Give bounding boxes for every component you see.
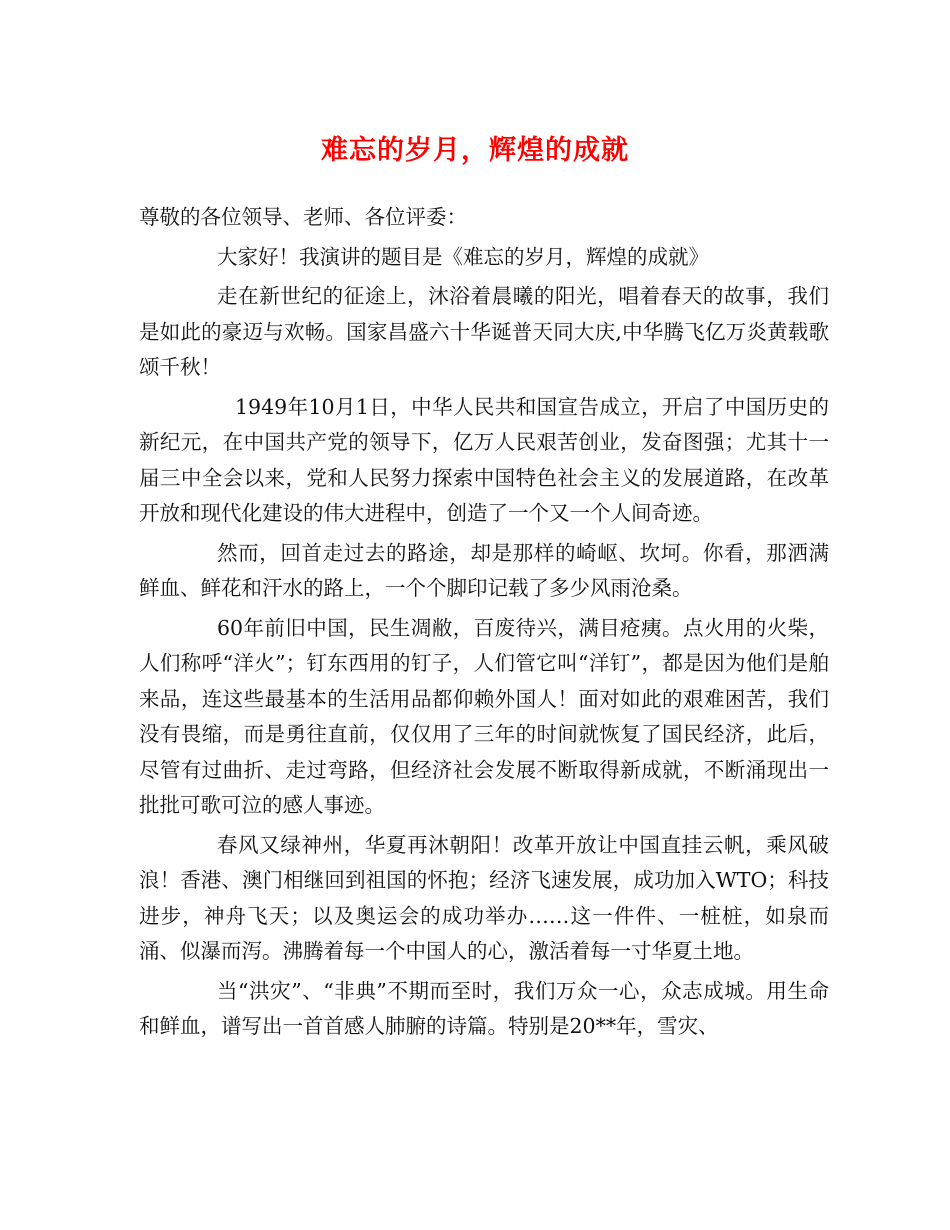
- paragraph-founding: 1949年10月1日，中华人民共和国宣告成立，开启了中国历史的新纪元，在中国共产党的领导下，亿万人民艰苦创业，发奋图强；尤其十一届三中全会以来，党和人民努力探索中国特色社会主义的发展道路，在改革开放和现代化建设的伟大进程中，创造了一个又一个人间奇迹。: [139, 394, 829, 525]
- document-body: [139, 200, 829, 1049]
- paragraph-disasters: 当“洪灾”、“非典”不期而至时，我们万众一心，众志成城。用生命和鲜血，谱写出一首首感人肺腑的诗篇。特别是20**年，雪灾、: [139, 978, 829, 1038]
- paragraph-old-china: 60年前旧中国，民生凋敝，百废待兴，满目疮痍。点火用的火柴，人们称呼“洋火”；钉东西用的钉子，人们管它叫“洋钉”，都是因为他们是舶来品，连这些最基本的生活用品都仰赖外国人！面对如此的艰难困苦，我们没有畏缩，而是勇往直前，仅仅用了三年的时间就恢复了国民经济，此后，尽管有过曲折、走过弯路，但经济社会发展不断取得新成就，不断涌现出一批批可歌可泣的感人事迹。: [139, 615, 829, 817]
- paragraph-hardship: 然而，回首走过去的路途，却是那样的崎岖、坎坷。你看，那洒满鲜血、鲜花和汗水的路上，一个个脚印记载了多少风雨沧桑。: [139, 540, 829, 600]
- salutation: 尊敬的各位领导、老师、各位评委：: [139, 205, 467, 229]
- paragraph-intro: 走在新世纪的征途上，沐浴着晨曦的阳光，唱着春天的故事，我们是如此的豪迈与欢畅。国家昌盛六十华诞普天同大庆,中华腾飞亿万炎黄载歌颂千秋！: [139, 284, 829, 379]
- paragraph-reform: 春风又绿神州，华夏再沐朝阳！改革开放让中国直挂云帆，乘风破浪！香港、澳门相继回到祖国的怀抱；经济飞速发展，成功加入WTO；科技进步，神舟飞天；以及奥运会的成功举办……这一件件、一桩桩，如泉而涌、似瀑而泻。沸腾着每一个中国人的心，激活着每一寸华夏土地。: [139, 832, 829, 963]
- document-title: 难忘的岁月，辉煌的成就: [321, 135, 629, 166]
- paragraph-greeting: 大家好！我演讲的题目是《难忘的岁月，辉煌的成就》: [217, 244, 709, 269]
